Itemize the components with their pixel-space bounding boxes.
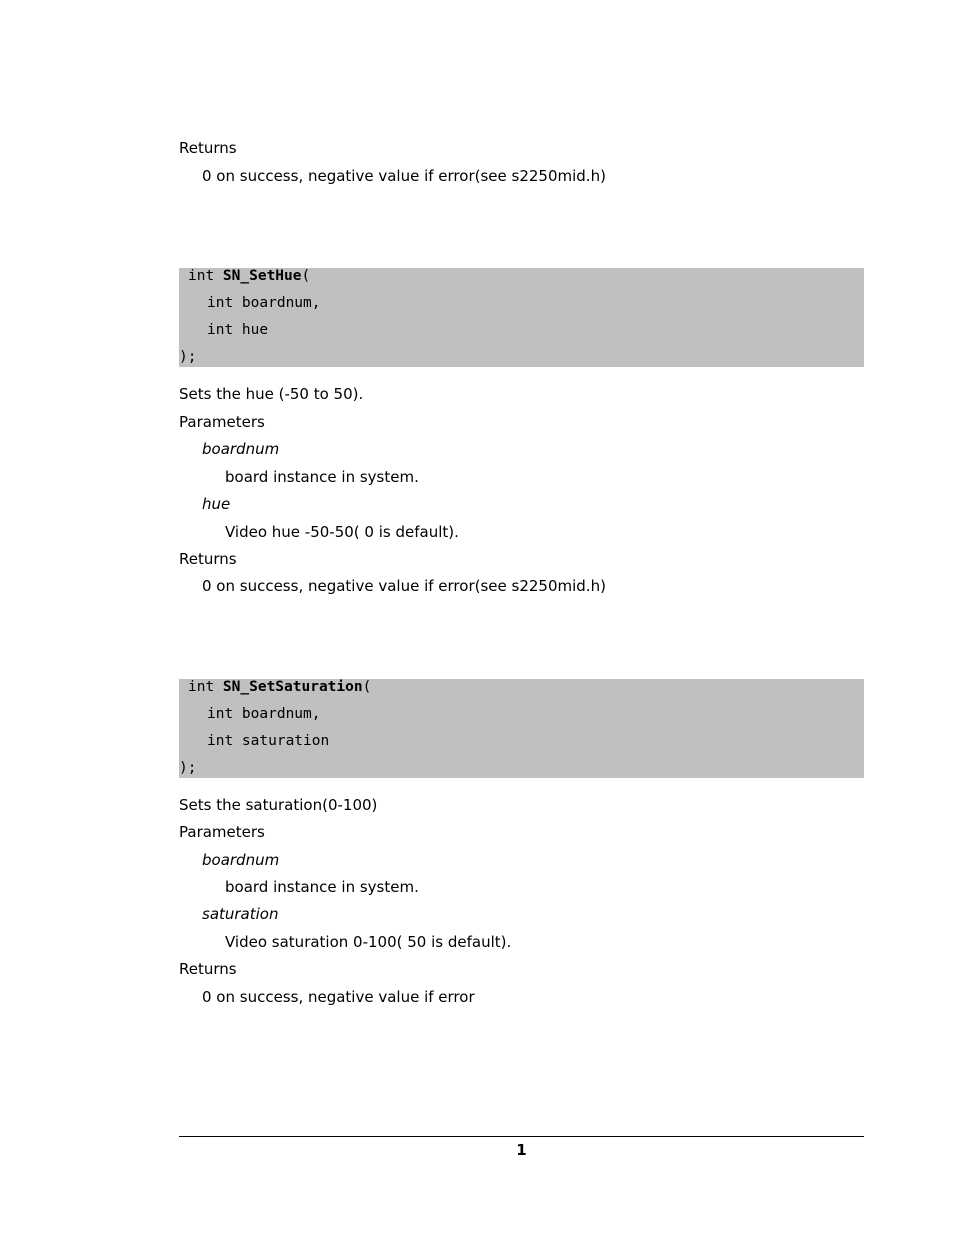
return-type: int bbox=[188, 679, 223, 695]
open-paren: ( bbox=[301, 268, 311, 284]
param-name: hue bbox=[202, 495, 231, 513]
open-paren: ( bbox=[362, 679, 372, 695]
parameters-heading: Parameters bbox=[179, 413, 265, 431]
returns-heading: Returns bbox=[179, 139, 237, 157]
param-description: board instance in system. bbox=[225, 468, 419, 486]
param-name: boardnum bbox=[202, 851, 280, 869]
signature-line bbox=[188, 677, 371, 697]
param-name: saturation bbox=[202, 905, 279, 923]
returns-value: 0 on success, negative value if error(see s2250mid.h) bbox=[202, 577, 606, 595]
return-type: int bbox=[188, 268, 223, 284]
param-line: int boardnum, bbox=[207, 295, 321, 311]
returns-heading: Returns bbox=[179, 960, 237, 978]
parameters-heading: Parameters bbox=[179, 823, 265, 841]
param-description: board instance in system. bbox=[225, 878, 419, 896]
function-description: Sets the hue (-50 to 50). bbox=[179, 385, 364, 403]
param-description: Video saturation 0-100( 50 is default). bbox=[225, 933, 512, 951]
returns-value: 0 on success, negative value if error bbox=[202, 988, 475, 1006]
returns-heading: Returns bbox=[179, 550, 237, 568]
page-number: 1 bbox=[516, 1141, 527, 1159]
function-name: SN_SetSaturation bbox=[222, 679, 363, 695]
close-line: ); bbox=[179, 349, 197, 365]
code-block-setsaturation bbox=[179, 679, 864, 778]
code-block-sethue bbox=[179, 268, 864, 367]
param-line: int saturation bbox=[207, 733, 330, 749]
param-description: Video hue -50-50( 0 is default). bbox=[225, 523, 459, 541]
param-name: boardnum bbox=[202, 440, 280, 458]
close-line: ); bbox=[179, 760, 197, 776]
function-description: Sets the saturation(0-100) bbox=[179, 796, 378, 814]
function-name: SN_SetHue bbox=[222, 268, 302, 284]
param-line: int boardnum, bbox=[207, 706, 321, 722]
footer-divider bbox=[179, 1136, 864, 1137]
signature-line bbox=[188, 266, 310, 286]
returns-value: 0 on success, negative value if error(see s2250mid.h) bbox=[202, 167, 606, 185]
param-line: int hue bbox=[207, 322, 269, 338]
